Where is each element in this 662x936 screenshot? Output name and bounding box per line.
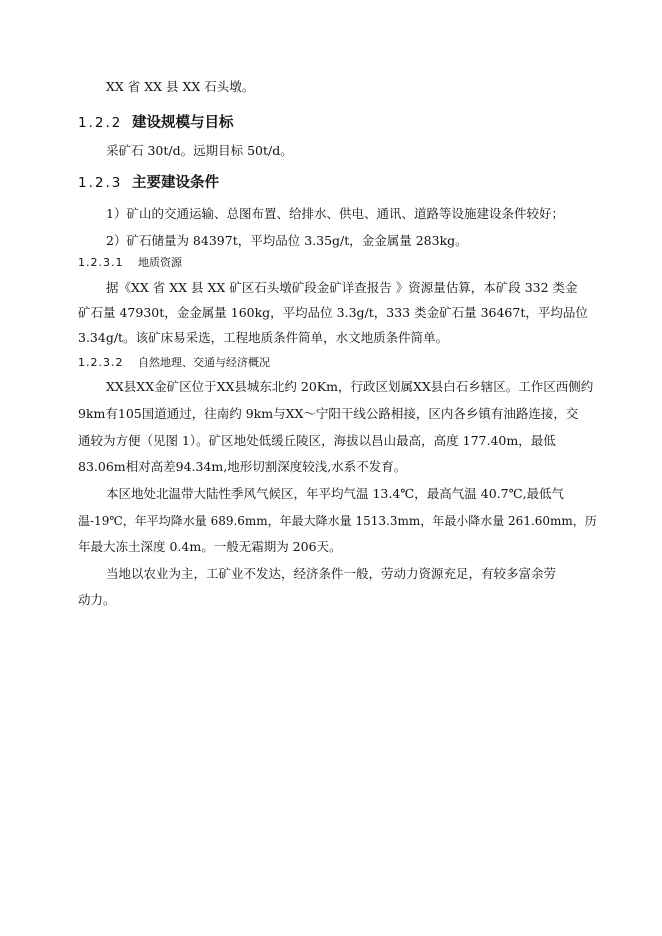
section-number: 1.2.2 [78,115,123,131]
paragraph-line: 83.06m相对高差94.34m,地形切割深度较浅,水系不发育。 [78,459,407,474]
section-body: 采矿石 30t/d。远期目标 50t/d。 [106,143,293,158]
paragraph-line: 年最大冻土深度 0.4m。一般无霜期为 206天。 [78,539,342,554]
subsection-number: 1.2.3.2 [78,356,124,369]
paragraph-line: 通较为方便（见图 1）。矿区地处低缓丘陵区，海拔以昌山最高，高度 177.40m，最低 [78,433,556,448]
subsection-title: 地质资源 [138,256,182,269]
section-number: 1.2.3 [78,175,123,191]
paragraph-line: 9km有105国道通过，往南约 9km与XX～宁阳干线公路相接，区内各乡镇有油路连接，交 [78,406,579,421]
paragraph-line: 据《XX 省 XX 县 XX 矿区石头墩矿段金矿详查报告 》资源量估算，本矿段 332 类金 [106,280,578,295]
paragraph-line: 温-19℃，年平均降水量 689.6mm，年最大降水量 1513.3mm，年最小降水量 261.60mm，历 [78,514,597,528]
paragraph-line: 本区地处北温带大陆性季风气候区，年平均气温 13.4℃，最高气温 40.7℃,最低气 [106,486,565,501]
section-heading-1-2-3 [78,173,219,193]
paragraph-line: 3.34g/t。该矿床易采选，工程地质条件简单，水文地质条件简单。 [78,330,449,345]
paragraph-line: 动力。 [78,592,116,607]
location-line: XX 省 XX 县 XX 石头墩。 [106,79,255,94]
condition-item: 1）矿山的交通运输、总图布置、给排水、供电、通讯、道路等设施建设条件较好； [106,206,564,221]
paragraph-line: 矿石量 47930t，金金属量 160kg，平均品位 3.3g/t，333 类金矿石量 36467t，平均品位 [78,305,588,320]
section-title: 建设规模与目标 [132,115,234,131]
condition-item: 2）矿石储量为 84397t，平均品位 3.35g/t，金金属量 283kg。 [106,233,468,248]
paragraph-line: 当地以农业为主，工矿业不发达，经济条件一般，劳动力资源充足，有较多富余劳 [106,566,557,581]
section-title: 主要建设条件 [132,175,219,191]
subsection-title: 自然地理、交通与经济概况 [138,356,270,369]
subsection-heading-1-2-3-2 [78,356,270,370]
section-heading-1-2-2 [78,113,234,133]
subsection-heading-1-2-3-1 [78,256,182,270]
paragraph-line: XX县XX金矿区位于XX县城东北约 20Km，行政区划属XX县白石乡辖区。工作区西侧约 [106,379,594,394]
subsection-number: 1.2.3.1 [78,256,124,269]
